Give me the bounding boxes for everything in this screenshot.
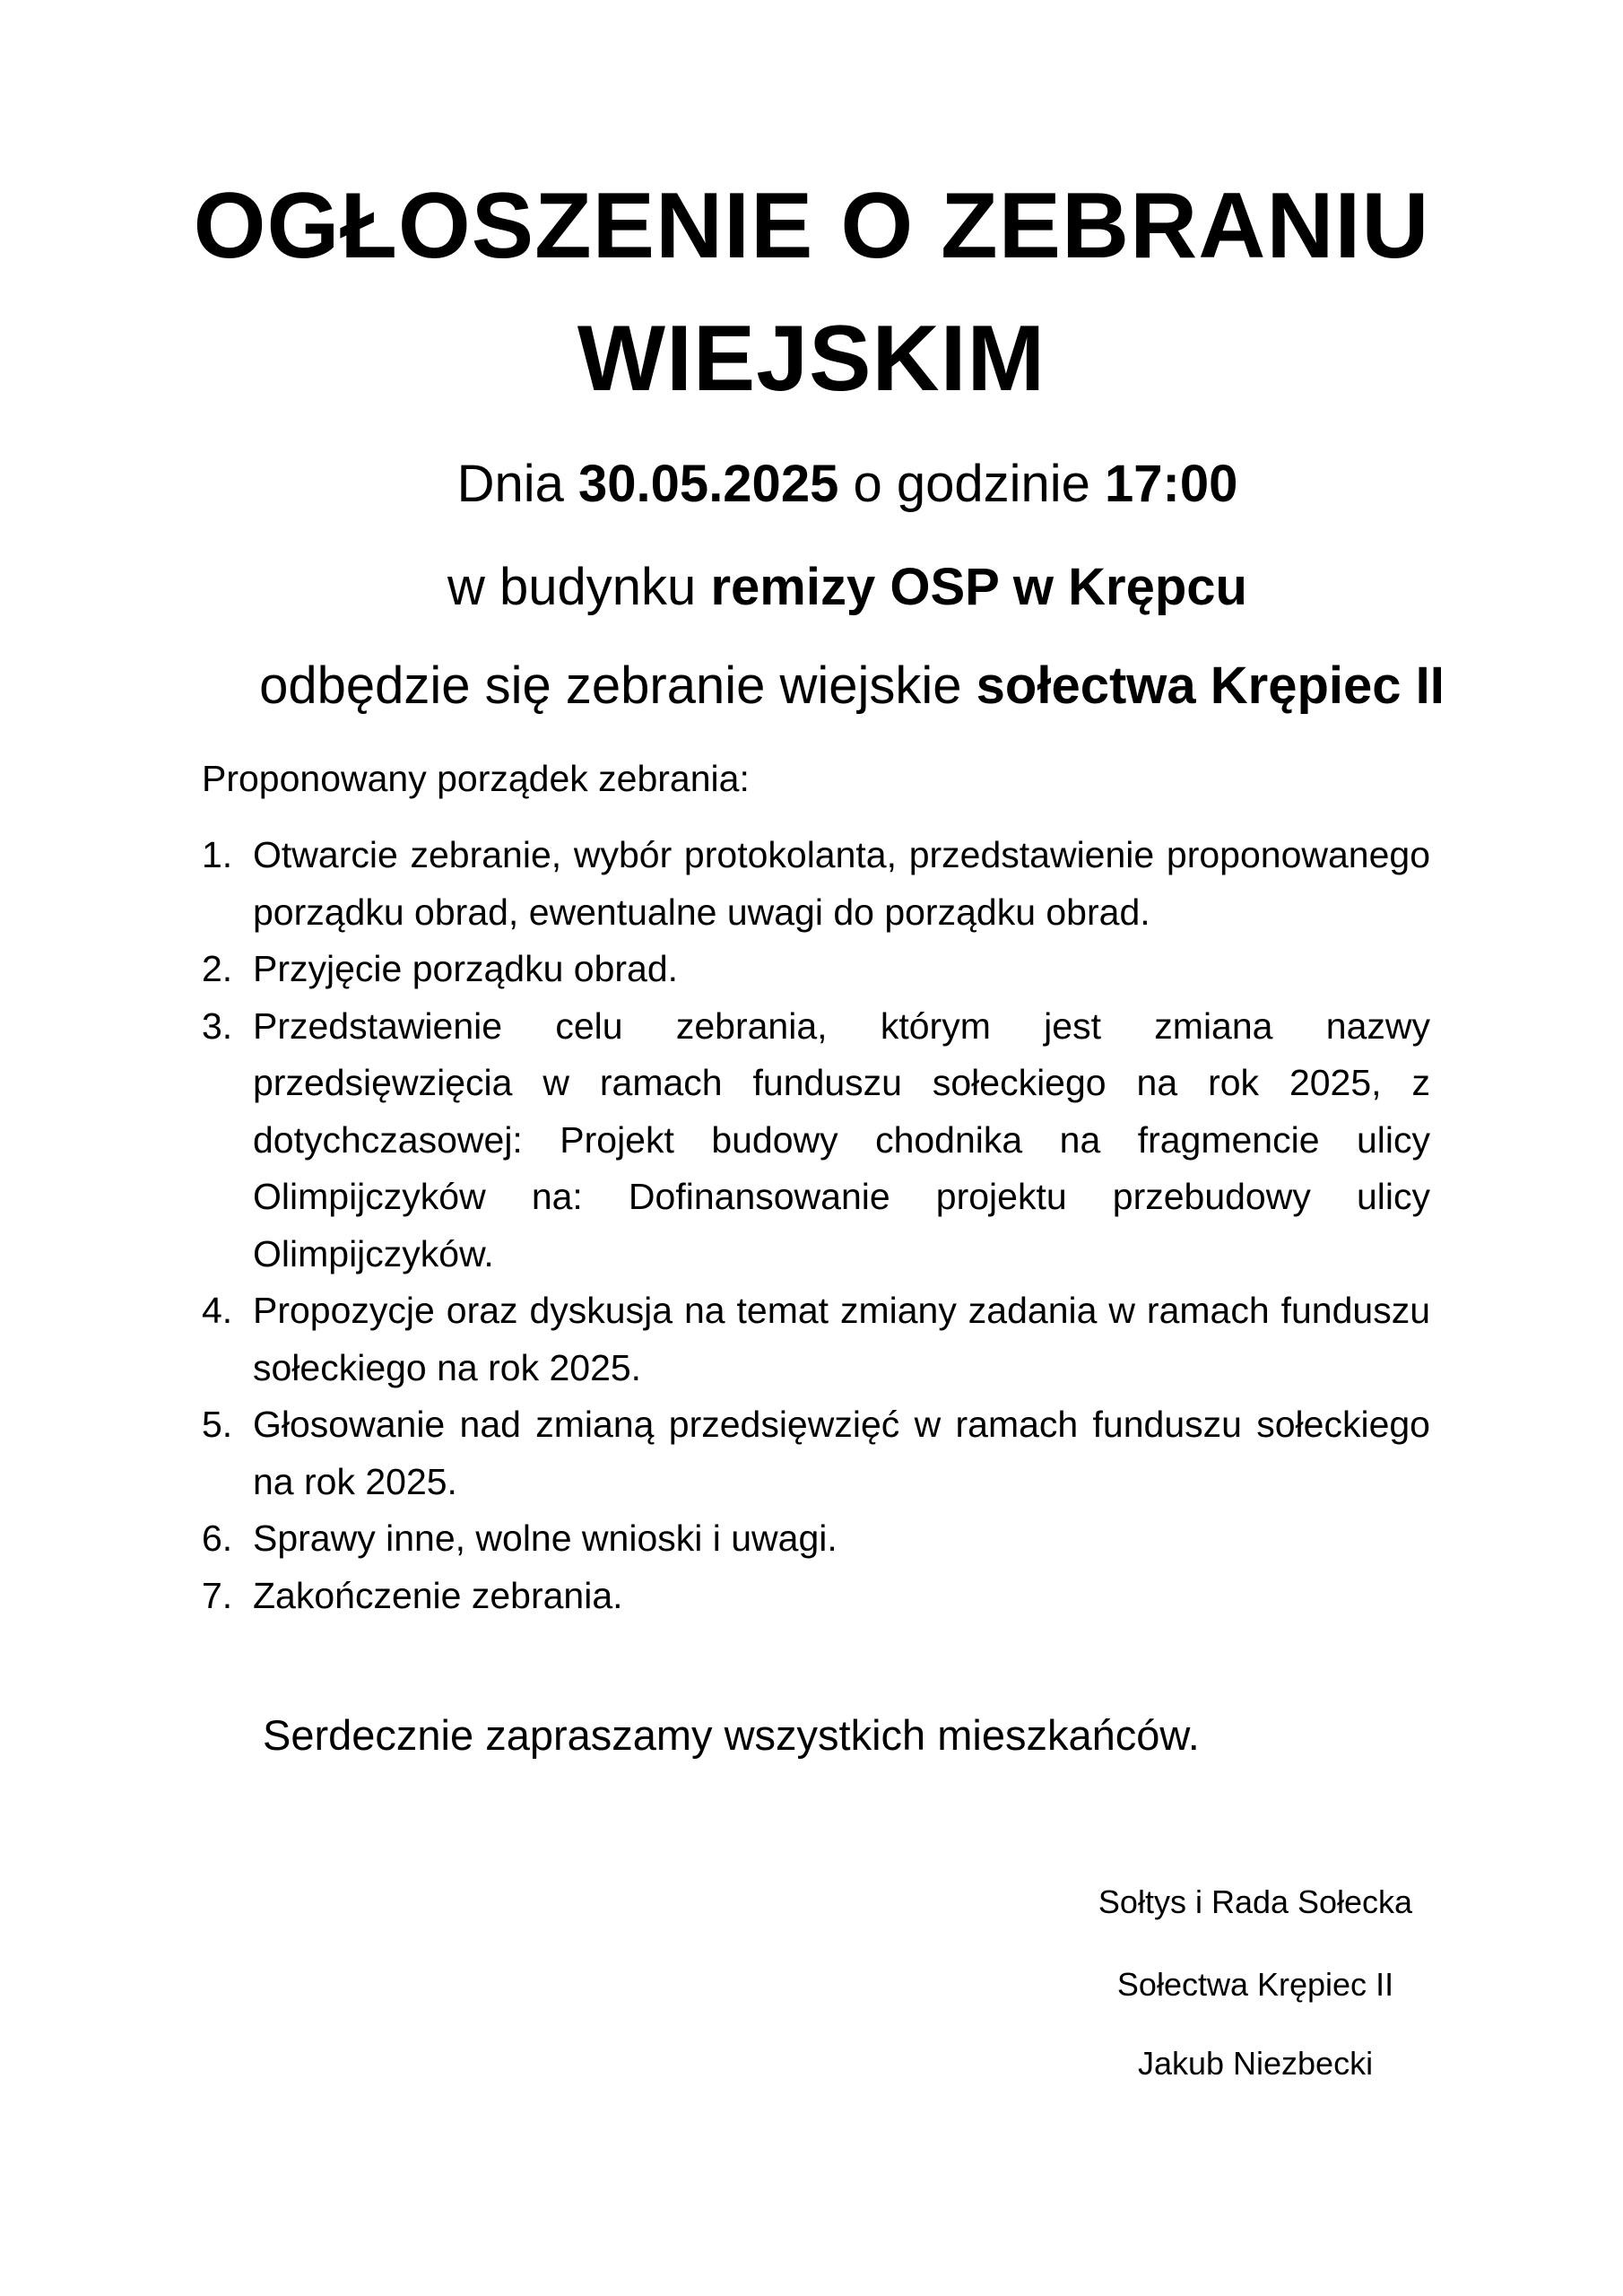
event-unit: sołectwa Krępiec II <box>976 657 1445 715</box>
agenda-item <box>202 941 1430 998</box>
title-line-1: OGŁOSZENIE O ZEBRANIU <box>193 174 1430 278</box>
agenda-item-number: 7. <box>202 1574 233 1616</box>
meeting-time: 17:00 <box>1105 455 1238 513</box>
agenda-item-number: 6. <box>202 1518 233 1559</box>
agenda-item-text: Głosowanie nad zmianą przedsięwzięć w ramach funduszu sołeckiego na rok 2025. <box>253 1404 1430 1502</box>
agenda-item <box>202 998 1430 1283</box>
meeting-place-line <box>0 556 1623 619</box>
agenda-item-number: 2. <box>202 948 233 989</box>
time-prefix: o godzinie <box>853 455 1090 513</box>
agenda-item <box>202 1396 1430 1510</box>
meeting-event-line <box>0 655 1623 718</box>
closing-invitation: Serdecznie zapraszamy wszystkich mieszkańców. <box>263 1711 1200 1759</box>
meeting-place: remizy OSP w Krępcu <box>710 558 1247 616</box>
agenda-item-text: Otwarcie zebranie, wybór protokolanta, przedstawienie proponowanego porządku obrad, ewentualne uwagi do porządku obrad. <box>253 834 1430 933</box>
agenda-item-number: 1. <box>202 834 233 875</box>
agenda-item <box>202 1510 1430 1568</box>
agenda-list <box>202 827 1430 1624</box>
signature-line-1: Sołtys i Rada Sołecka <box>1098 1883 1413 1920</box>
agenda-item <box>202 827 1430 941</box>
agenda-item-text: Przyjęcie porządku obrad. <box>253 948 679 989</box>
agenda-item <box>202 1568 1430 1625</box>
agenda-item-number: 3. <box>202 1004 233 1047</box>
agenda-item <box>202 1283 1430 1396</box>
meeting-date-line <box>0 453 1623 516</box>
agenda-item-number: 5. <box>202 1404 233 1445</box>
agenda-item-text: Sprawy inne, wolne wnioski i uwagi. <box>253 1518 838 1559</box>
date-prefix: Dnia <box>456 455 564 513</box>
agenda-intro: Proponowany porządek zebrania: <box>202 758 750 799</box>
signature-line-2: Sołectwa Krępiec II <box>1116 1966 1394 2003</box>
document-title <box>0 160 1623 425</box>
agenda-item-text: Propozycje oraz dyskusja na temat zmiany zadania w ramach funduszu sołeckiego na rok 2025. <box>253 1290 1430 1388</box>
meeting-date: 30.05.2025 <box>578 455 839 513</box>
event-prefix: odbędzie się zebranie wiejskie <box>259 657 962 715</box>
agenda-item-text: Zakończenie zebrania. <box>253 1574 623 1616</box>
title-line-2: WIEJSKIM <box>577 307 1046 411</box>
agenda-item-text: Przedstawienie celu zebrania, którym jest zmiana nazwy przedsięwzięcia w ramach funduszu sołeckiego na rok 2025, z dotychczasowej: Projekt budowy chodnika na fragmencie ulicy Olimpijczyków na: Dofinansowanie projektu przebudowy ulicy Olimpijczyków. <box>253 1004 1430 1274</box>
signature-name: Jakub Niezbecki <box>1137 2045 1374 2082</box>
place-prefix: w budynku <box>447 558 697 616</box>
agenda-item-number: 4. <box>202 1290 233 1331</box>
